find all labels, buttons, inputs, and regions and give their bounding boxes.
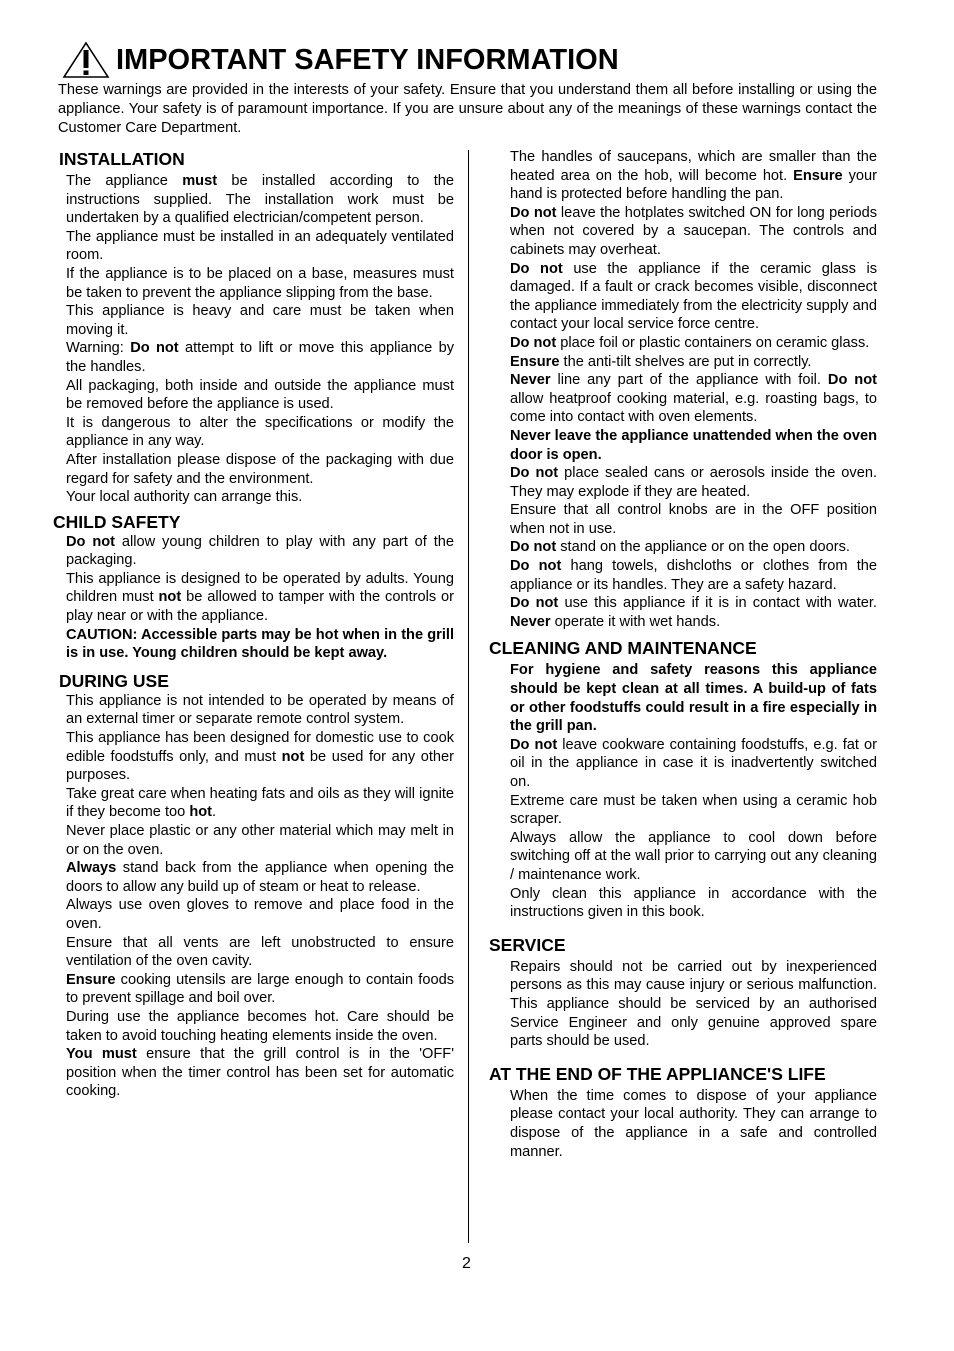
child-safety-heading: CHILD SAFETY bbox=[53, 511, 181, 532]
warning-paragraph: Never line any part of the appliance with foil. Do not allow heatproof cooking material, e.g. roasting bags, to come into contact with oven elements. bbox=[510, 372, 877, 426]
during-use-paragraph: Ensure that all vents are left unobstructed to ensure ventilation of the oven cavity. bbox=[66, 934, 454, 970]
title-row bbox=[62, 40, 619, 80]
during-use-paragraph: This appliance is not intended to be operated by means of an external timer or separate remote control system. bbox=[66, 692, 454, 728]
warning-paragraph: Never leave the appliance unattended when the oven door is open. bbox=[510, 427, 877, 463]
warning-paragraph: Ensure that all control knobs are in the OFF position when not in use. bbox=[510, 502, 877, 537]
column-divider bbox=[468, 150, 469, 1243]
end-of-life-paragraph: When the time comes to dispose of your appliance please contact your local authority. They can arrange to dispose of the appliance in a safe and controlled manner. bbox=[510, 1087, 877, 1160]
cleaning-paragraph: Only clean this appliance in accordance with the instructions given in this book. bbox=[510, 885, 877, 921]
warning-paragraph: Do not place foil or plastic containers on ceramic glass. bbox=[510, 334, 870, 351]
during-use-paragraph: This appliance has been designed for domestic use to cook edible foodstuffs only, and must not be used for any other purposes. bbox=[66, 730, 454, 784]
during-use-paragraph: Always use oven gloves to remove and place food in the oven. bbox=[66, 897, 454, 932]
warning-paragraph: Ensure the anti-tilt shelves are put in correctly. bbox=[510, 353, 812, 370]
left-column bbox=[53, 148, 455, 1101]
warning-paragraph: Do not use this appliance if it is in contact with water. Never operate it with wet hands. bbox=[510, 595, 877, 630]
installation-paragraph: The appliance must be installed according to the instructions supplied. The installation work must be undertaken by a qualified electrician/competent person. bbox=[66, 173, 454, 227]
installation-paragraph: All packaging, both inside and outside the appliance must be removed before the appliance is used. bbox=[66, 377, 454, 413]
warning-paragraph: Do not leave the hotplates switched ON for long periods when not covered by a saucepan. The controls and cabinets may overheat. bbox=[510, 204, 878, 258]
warning-paragraph: Do not hang towels, dishcloths or clothes from the appliance or its handles. They are a safety hazard. bbox=[510, 558, 878, 593]
installation-paragraph: Warning: Do not attempt to lift or move this appliance by the handles. bbox=[66, 340, 454, 375]
warning-paragraph: Do not use the appliance if the ceramic glass is damaged. If a fault or crack becomes visible, disconnect the appliance immediately from the electricity supply and contact your local service force centre. bbox=[510, 260, 877, 333]
installation-paragraph: After installation please dispose of the packaging with due regard for safety and the environment. bbox=[66, 451, 454, 487]
child-safety-caution: CAUTION: Accessible parts may be hot when in the grill is in use. Young children should be kept away. bbox=[66, 626, 454, 662]
end-of-life-heading: AT THE END OF THE APPLIANCE'S LIFE bbox=[489, 1063, 826, 1084]
cleaning-paragraph: Extreme care must be taken when using a ceramic hob scraper. bbox=[510, 792, 877, 828]
warning-paragraph: The handles of saucepans, which are smaller than the heated area on the hob, will become hot. Ensure your hand is protected before handling the pan. bbox=[510, 149, 877, 203]
intro-paragraph: These warnings are provided in the interests of your safety. Ensure that you understand them all before installing or using the appliance. Your safety is of paramount importance. If you are unsure about any of the meanings of these warnings contact the Customer Care Department. bbox=[58, 82, 877, 137]
during-use-heading: DURING USE bbox=[59, 670, 169, 691]
right-column bbox=[489, 148, 878, 1161]
installation-paragraph: If the appliance is to be placed on a base, measures must be taken to prevent the appliance slipping from the base. bbox=[66, 265, 454, 301]
cleaning-paragraph: Always allow the appliance to cool down before switching off at the wall prior to carrying out any cleaning / maintenance work. bbox=[510, 829, 877, 883]
warning-paragraph: Do not stand on the appliance or on the open doors. bbox=[510, 539, 850, 556]
cleaning-paragraph: Do not leave cookware containing foodstuffs, e.g. fat or oil in the appliance in case it is inadvertently switched on. bbox=[510, 736, 877, 790]
during-use-paragraph: Always stand back from the appliance when opening the doors to allow any build up of steam or heat to release. bbox=[66, 860, 454, 895]
during-use-paragraph: During use the appliance becomes hot. Care should be taken to avoid touching heating elements inside the oven. bbox=[66, 1008, 454, 1044]
warning-triangle-icon bbox=[62, 41, 110, 79]
warning-paragraph: Do not place sealed cans or aerosols inside the oven. They may explode if they are heated. bbox=[510, 465, 877, 500]
child-safety-paragraph: This appliance is designed to be operated by adults. Young children must not be allowed to tamper with the controls or play near or with the appliance. bbox=[66, 570, 454, 625]
during-use-paragraph: Ensure cooking utensils are large enough to contain foods to prevent spillage and boil over. bbox=[66, 971, 454, 1007]
during-use-paragraph: You must ensure that the grill control is in the 'OFF' position when the timer control has been set for automatic cooking. bbox=[66, 1046, 455, 1100]
installation-paragraph: This appliance is heavy and care must be taken when moving it. bbox=[66, 303, 454, 338]
page-title: IMPORTANT SAFETY INFORMATION bbox=[116, 43, 619, 76]
during-use-paragraph: Never place plastic or any other material which may melt in or on the oven. bbox=[66, 823, 454, 858]
child-safety-paragraph: Do not allow young children to play with any part of the packaging. bbox=[66, 533, 454, 569]
installation-paragraph: It is dangerous to alter the specifications or modify the appliance in any way. bbox=[66, 414, 454, 450]
cleaning-paragraph: For hygiene and safety reasons this appliance should be kept clean at all times. A build-up of fats or other foodstuffs could result in a fire especially in the grill pan. bbox=[510, 662, 877, 735]
page-number: 2 bbox=[462, 1255, 471, 1272]
during-use-paragraph: Take great care when heating fats and oils as they will ignite if they become too hot. bbox=[66, 785, 454, 821]
installation-paragraph: Your local authority can arrange this. bbox=[66, 489, 303, 506]
service-heading: SERVICE bbox=[489, 934, 566, 955]
installation-paragraph: The appliance must be installed in an adequately ventilated room. bbox=[66, 228, 454, 264]
cleaning-heading: CLEANING AND MAINTENANCE bbox=[489, 638, 757, 659]
service-paragraph: Repairs should not be carried out by inexperienced persons as this may cause injury or serious malfunction. This appliance should be serviced by an authorised Service Engineer and only genuine approved spare parts should be used. bbox=[510, 958, 877, 1050]
installation-heading: INSTALLATION bbox=[59, 149, 185, 169]
